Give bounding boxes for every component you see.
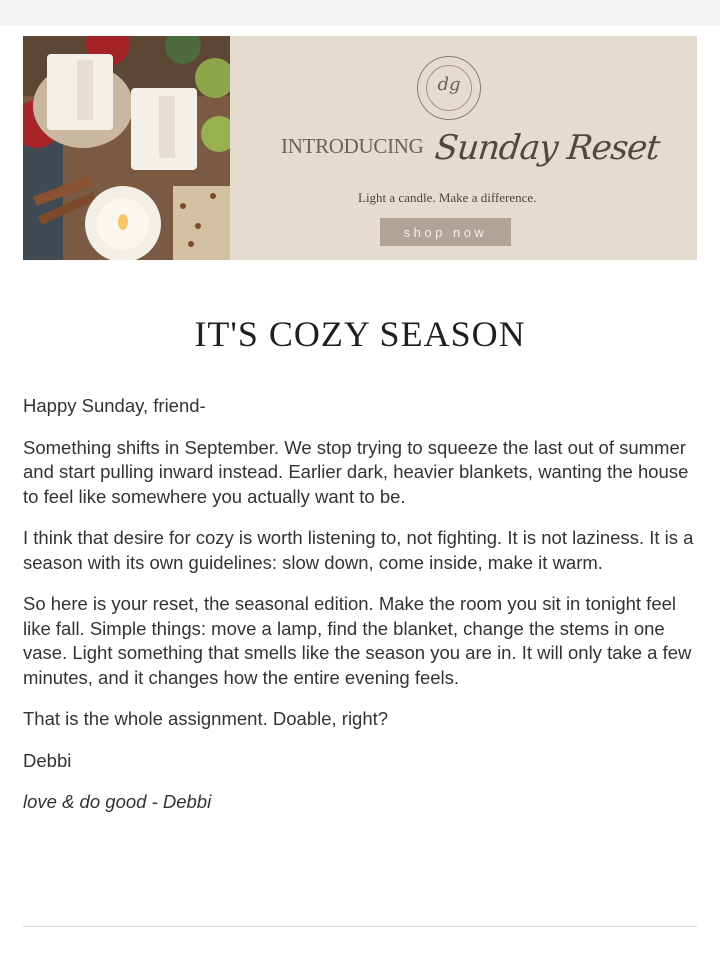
headline: IT'S COZY SEASON [194, 314, 526, 354]
sunday-reset-title: Sunday Reset [432, 128, 662, 168]
top-bar [0, 0, 720, 26]
introducing-text: INTRODUCING [281, 134, 424, 158]
brand-monogram: dg [437, 74, 461, 95]
signoff: love & do good - Debbi [23, 791, 212, 812]
shop-now-button[interactable]: shop now [380, 218, 511, 246]
author-name: Debbi [23, 749, 72, 771]
brand-badge [417, 56, 481, 120]
paragraph: That is the whole assignment. Doable, right? [23, 708, 389, 729]
candle-photo [23, 36, 230, 260]
greeting: Happy Sunday, friend- [23, 395, 206, 416]
banner-tagline: Light a candle. Make a difference. [358, 190, 537, 205]
promo-banner[interactable] [23, 36, 697, 260]
paragraph: Something shifts in September. We stop trying to squeeze the last out of summer and start pulling inward instead. Earlier dark, heavier blankets, wanting the house to feel like somewhere you actually want to be. [23, 436, 689, 507]
email-body [23, 394, 703, 832]
divider [23, 926, 697, 927]
paragraph: I think that desire for cozy is worth listening to, not fighting. It is not laziness. It is a season with its own guidelines: slow down, come inside, make it warm. [23, 527, 694, 573]
paragraph: So here is your reset, the seasonal edition. Make the room you sit in tonight feel like fall. Simple things: move a lamp, find the blanket, change the stems in one vase. Light something that smells like the season you are in. It will only take a few minutes, and it changes how the entire evening feels. [23, 593, 692, 688]
